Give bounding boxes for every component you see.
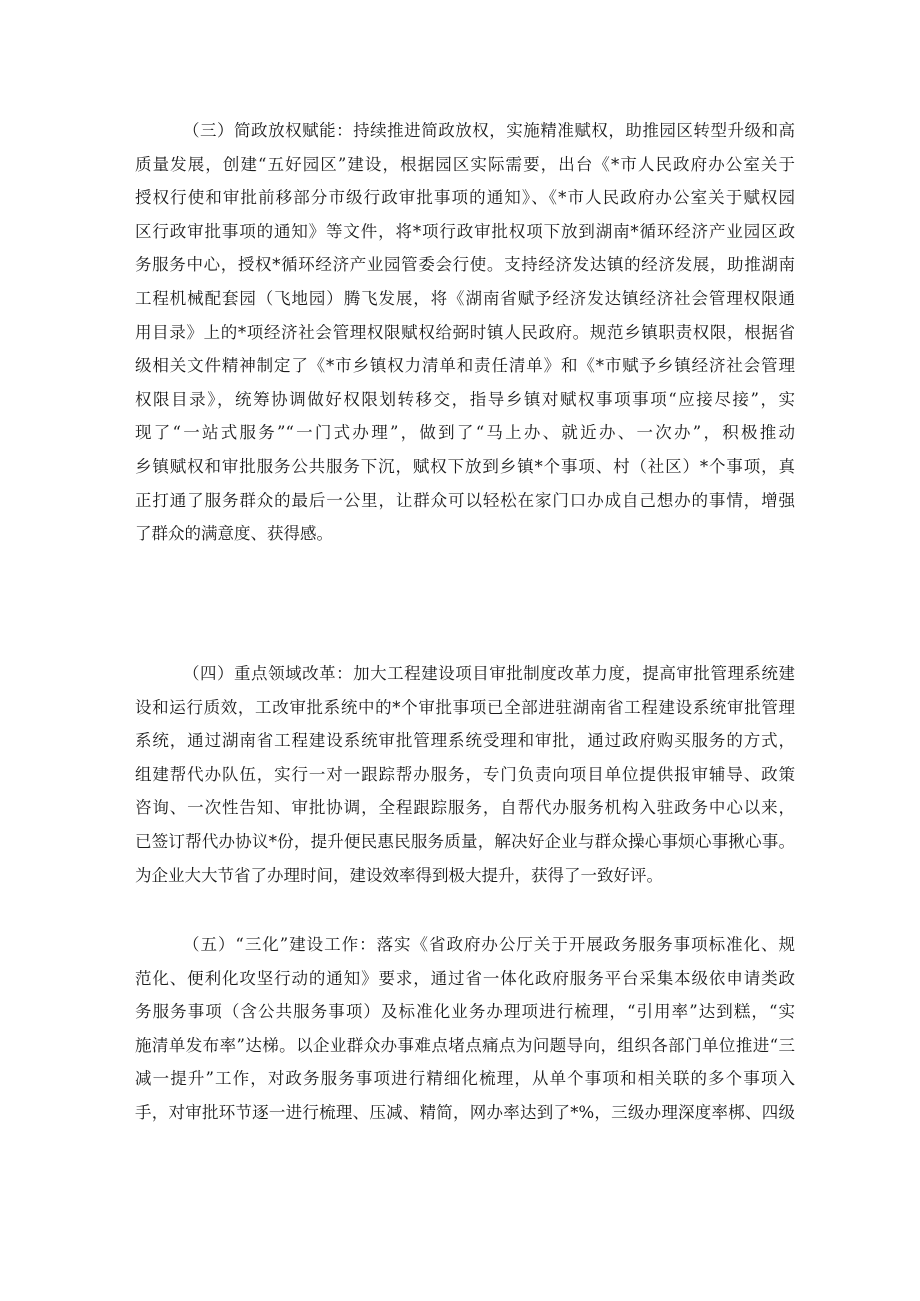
text-line: 权限目录》，统筹协调做好权限划转移交，指导乡镇对赋权事项事项“应接尽接”，实 (135, 389, 795, 409)
text-line: （三）简政放权赋能：持续推进简政放权，实施精准赋权，助推园区转型升级和高 (183, 121, 795, 140)
paragraph-simplify-administration (135, 114, 795, 551)
paragraph-key-area-reform (135, 657, 795, 892)
text-line: 系统，通过湖南省工程建设系统审批管理系统受理和审批，通过政府购买服务的方式， (135, 731, 795, 751)
text-line: 正打通了服务群众的最后一公里，让群众可以轻松在家门口办成自己想办的事情，增强 (135, 490, 795, 510)
text-line: 组建帮代办队伍，实行一对一跟踪帮办服务，专门负责向项目单位提供报审辅导、政策 (135, 764, 795, 784)
text-line: 设和运行质效，工改审批系统中的*个审批事项已全部进驻湖南省工程建设系统审批管理 (135, 697, 795, 717)
text-line: （四）重点领域改革：加大工程建设项目审批制度改革力度，提高审批管理系统建 (183, 664, 795, 683)
text-line: 乡镇赋权和审批服务公共服务下沉，赋权下放到乡镇*个事项、村（社区）*个事项，真 (135, 456, 795, 476)
text-line: 工程机械配套园（飞地园）腾飞发展，将《湖南省赋予经济发达镇经济社会管理权限通 (135, 288, 795, 308)
paragraph-three-modernizations (135, 928, 795, 1130)
text-line: 务服务中心，授权*循环经济产业园管委会行使。支持经济发达镇的经济发展，助推湖南 (135, 255, 795, 275)
text-line: 施清单发布率”达梯。以企业群众办事难点堵点痛点为问题导向，组织各部门单位推进“三 (135, 1035, 795, 1055)
text-line: 已签订帮代办协议*份，提升便民惠民服务质量，解决好企业与群众操心事烦心事揪心事。 (135, 831, 795, 851)
text-line: 现了“一站式服务”“一门式办理”，做到了“马上办、就近办、一次办”，积极推动 (135, 423, 795, 443)
text-line: 授权行使和审批前移部分市级行政审批事项的通知》、《*市人民政府办公室关于赋权园 (135, 188, 795, 208)
text-line: 为企业大大节省了办理时间，建设效率得到极大提升，获得了一致好评。 (135, 865, 663, 885)
text-line: 区行政审批事项的通知》等文件，将*项行政审批权项下放到湖南*循环经济产业园区政 (135, 221, 795, 241)
text-line: 手，对审批环节逐一进行梳理、压减、精简，网办率达到了*%，三级办理深度率梆、四级 (135, 1102, 795, 1122)
text-line: 级相关文件精神制定了《*市乡镇权力清单和责任清单》和《*市赋予乡镇经济社会管理 (135, 356, 795, 376)
text-line: （五）“三化”建设工作：落实《省政府办公厅关于开展政务服务事项标准化、规 (183, 935, 795, 954)
text-line: 减一提升”工作，对政务服务事项进行精细化梳理，从单个事项和相关联的多个事项入 (135, 1069, 795, 1089)
text-line: 范化、便利化攻坚行动的通知》要求，通过省一体化政府服务平台采集本级依申请类政 (135, 968, 795, 988)
text-line: 用目录》上的*项经济社会管理权限赋权给弼时镇人民政府。规范乡镇职责权限，根据省 (135, 322, 795, 342)
text-line: 咨询、一次性告知、审批协调，全程跟踪服务，自帮代办服务机构入驻政务中心以来， (135, 798, 795, 818)
text-line: 了群众的满意度、获得感。 (135, 524, 333, 544)
text-line: 务服务事项（含公共服务事项）及标准化业务办理项进行梳理，“引用率”达到糕，“实 (135, 1002, 795, 1022)
text-line: 质量发展，创建“五好园区”建设，根据园区实际需要，出台《*市人民政府办公室关于 (135, 154, 795, 174)
